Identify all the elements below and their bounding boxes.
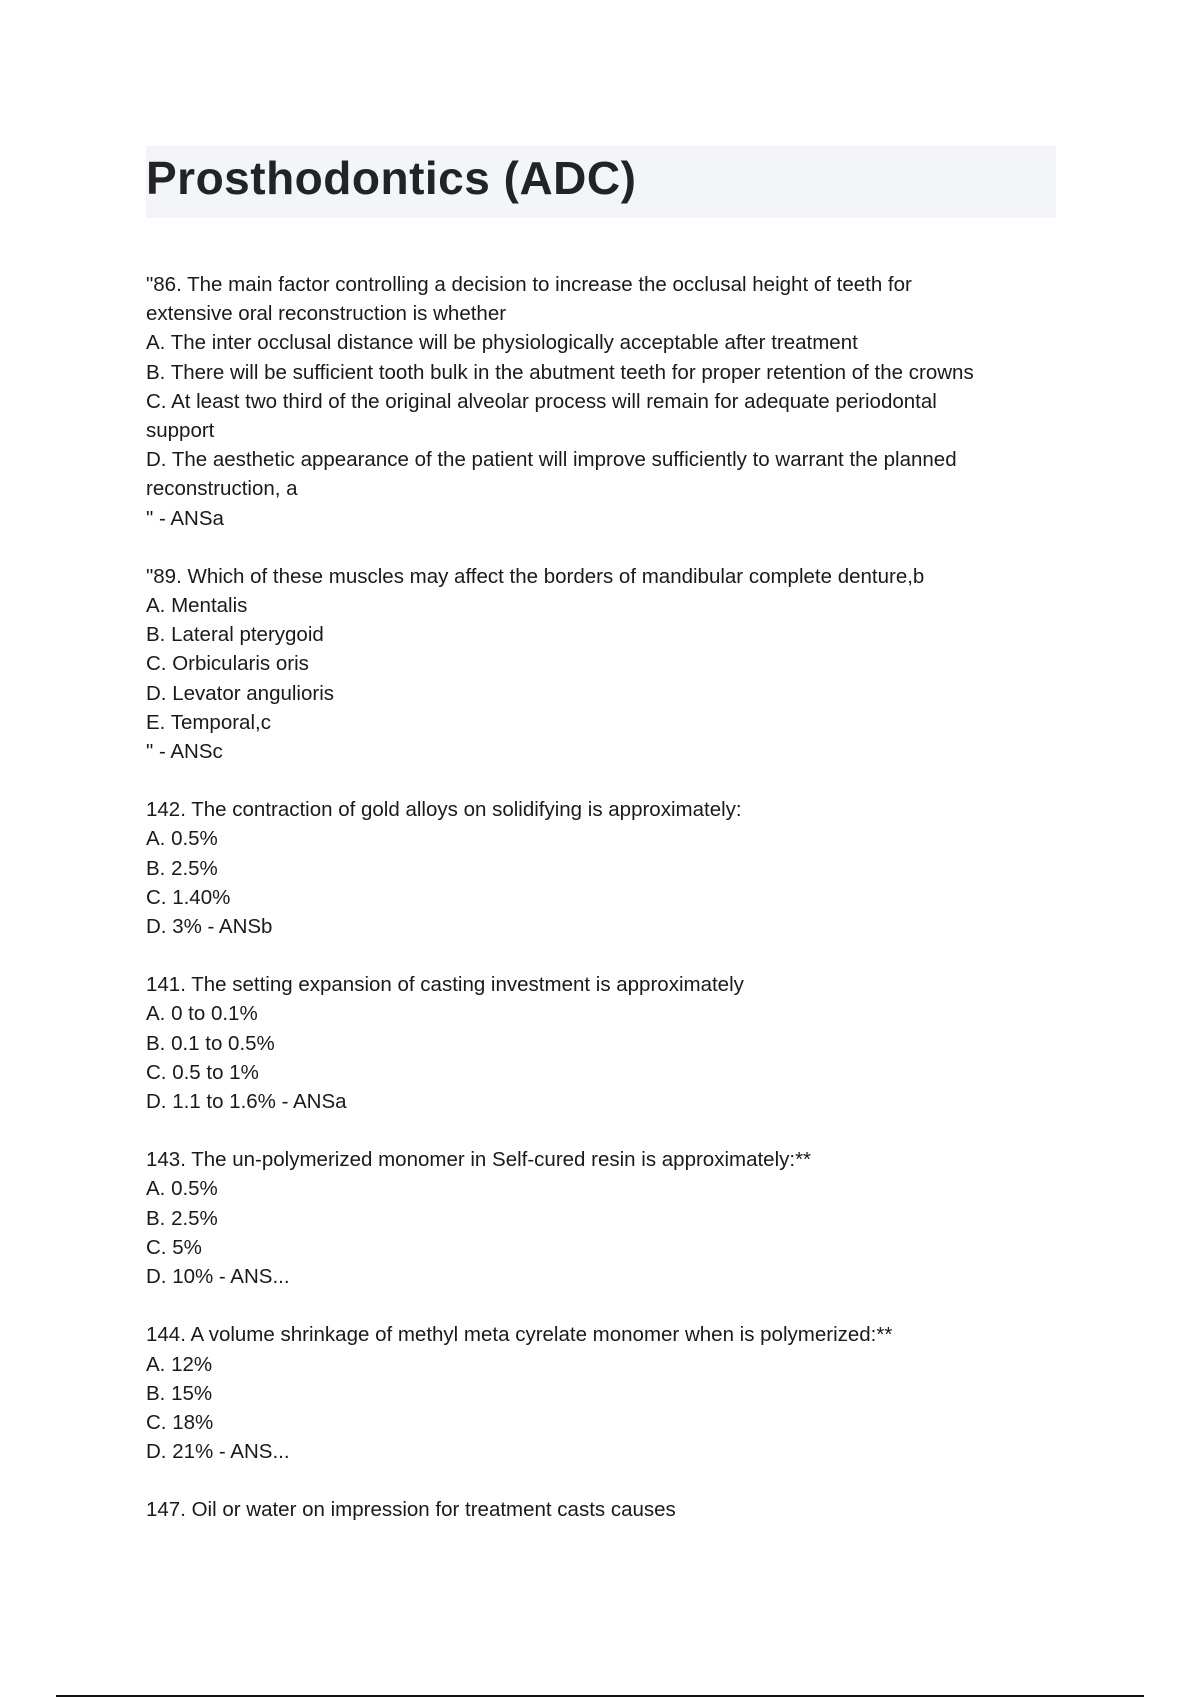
question-line: 141. The setting expansion of casting investment is approximately [146, 973, 744, 997]
answer-option: E. Temporal,c [146, 710, 271, 734]
question-89 [146, 562, 1056, 766]
question-line: 147. Oil or water on impression for treatment casts causes [146, 1498, 676, 1522]
page-title: Prosthodontics (ADC) [146, 152, 637, 204]
answer-option: C. Orbicularis oris [146, 652, 309, 676]
question-143 [146, 1145, 1056, 1291]
answer-option: B. 15% [146, 1381, 213, 1405]
question-line: 144. A volume shrinkage of methyl meta cyrelate monomer when is polymerized:** [146, 1323, 893, 1347]
question-144 [146, 1320, 1056, 1466]
answer-option: A. 0 to 0.1% [146, 1002, 258, 1026]
answer-option: B. 0.1 to 0.5% [146, 1031, 275, 1055]
question-line: "86. The main factor controlling a decision to increase the occlusal height of teeth for [146, 273, 912, 296]
answer-option: support [146, 419, 215, 443]
answer-key: D. 10% - ANS... [146, 1265, 290, 1289]
answer-key: D. 21% - ANS... [146, 1440, 290, 1464]
answer-option: C. 0.5 to 1% [146, 1060, 259, 1084]
answer-key: " - ANSa [146, 506, 224, 530]
question-142 [146, 795, 1056, 941]
answer-option: A. 0.5% [146, 827, 218, 851]
answer-option: D. Levator anguli​oris [146, 681, 335, 705]
answer-option: B. 2.5% [146, 856, 218, 880]
answer-option: C. 1.40% [146, 885, 231, 909]
answer-option: A. 12% [146, 1352, 213, 1376]
answer-option: reconstruction, a [146, 477, 298, 501]
question-line: "89. Which of these muscles may affect the borders of mandibular complete denture,b [146, 564, 925, 588]
answer-option: C. 5% [146, 1235, 202, 1259]
question-line: extensive oral reconstruction is whether [146, 302, 507, 326]
answer-key: D. 3% - ANSb [146, 915, 273, 939]
answer-option: C. At least two third of the original alveolar process will remain for adequate periodontal [146, 389, 937, 413]
answer-option: A. 0.5% [146, 1177, 218, 1201]
answer-option: B. 2.5% [146, 1206, 218, 1230]
question-line: 142. The contraction of gold alloys on solidifying is approximately: [146, 798, 742, 822]
answer-option: A. Mentalis [146, 594, 248, 618]
answer-key: " - ANSc [146, 740, 223, 764]
answer-option: B. There will be sufficient tooth bulk in the abutment teeth for proper retention of the crowns [146, 360, 974, 384]
answer-option: B. Lateral pterygoid [146, 623, 324, 647]
questions-list [146, 270, 1056, 1554]
answer-option: A. The inter occlusal distance will be physiologically acceptable after treatment [146, 331, 858, 355]
question-line: 143. The un-polymerized monomer in Self-cured resin is approximately:** [146, 1148, 812, 1172]
footer-divider [56, 1695, 1144, 1697]
question-147 [146, 1495, 1056, 1524]
question-141 [146, 970, 1056, 1116]
question-86 [146, 270, 1056, 533]
answer-key: D. 1.1 to 1.6% - ANSa [146, 1090, 347, 1114]
answer-option: D. The aesthetic appearance of the patient will improve sufficiently to warrant the planned [146, 448, 957, 472]
answer-option: C. 18% [146, 1410, 214, 1434]
